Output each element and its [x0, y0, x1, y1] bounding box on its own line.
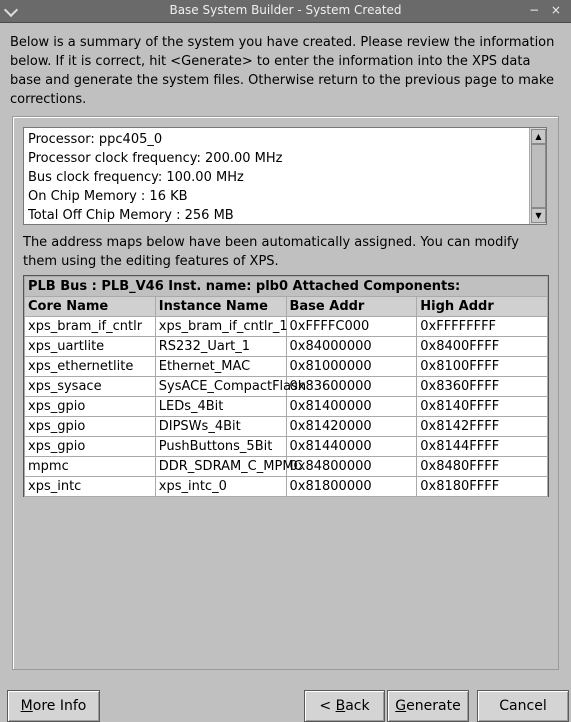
table-row[interactable] — [25, 417, 548, 437]
table-cell — [155, 457, 303, 477]
cell-text: 0x81400000 — [289, 399, 372, 414]
cell-text: xps_intc_0 — [158, 479, 227, 494]
table-row[interactable] — [25, 437, 548, 457]
table-cell — [25, 377, 156, 397]
table-cell — [286, 357, 417, 377]
table-cell — [417, 457, 548, 477]
table-cell — [286, 397, 417, 417]
cell-text: 0x8142FFFF — [420, 419, 500, 434]
column-header-high: High Addr — [417, 297, 548, 317]
cell-text: DDR_SDRAM_C_MPMC — [158, 459, 303, 474]
cell-text: DIPSWs_4Bit — [158, 419, 241, 434]
cell-text: LEDs_4Bit — [158, 399, 224, 414]
table-row[interactable] — [25, 357, 548, 377]
cell-text: 0x8144FFFF — [420, 439, 500, 454]
scroll-down-icon[interactable]: ▼ — [531, 208, 546, 223]
cell-text: 0x8360FFFF — [420, 379, 500, 394]
cell-text: PushButtons_5Bit — [158, 439, 273, 454]
address-map-table — [23, 275, 549, 497]
summary-line: Processor: ppc405_0 — [28, 132, 163, 147]
window-title: Base System Builder - System Created — [169, 3, 402, 17]
button-label: enerate — [406, 698, 461, 714]
table-cell — [25, 477, 156, 497]
cell-text: xps_ethernetlite — [28, 359, 134, 374]
table-cell — [417, 477, 548, 497]
table-cell — [155, 437, 286, 457]
cancel-button[interactable] — [477, 690, 569, 722]
cell-text: SysACE_CompactFlash — [158, 379, 307, 394]
table-row[interactable] — [25, 337, 548, 357]
mnemonic: B — [335, 698, 346, 714]
table-cell — [417, 417, 548, 437]
table-cell — [286, 477, 417, 497]
column-header-base: Base Addr — [286, 297, 417, 317]
cell-text: 0x81420000 — [289, 419, 372, 434]
table-row[interactable] — [25, 317, 548, 337]
cell-text: xps_sysace — [28, 379, 102, 394]
summary-line: Bus clock frequency: 100.00 MHz — [28, 170, 244, 185]
cell-text: mpmc — [28, 459, 69, 474]
table-cell — [155, 477, 286, 497]
table-cell — [417, 377, 548, 397]
scroll-up-icon[interactable]: ▲ — [531, 129, 546, 144]
column-header-core: Core Name — [25, 297, 156, 317]
table-row[interactable] — [25, 477, 548, 497]
cell-text: 0x81440000 — [289, 439, 372, 454]
summary-lines — [28, 130, 282, 225]
window-controls[interactable]: − × — [529, 3, 565, 17]
table-cell — [417, 437, 548, 457]
table-cell — [25, 417, 156, 437]
summary-line: Total Off Chip Memory : 256 MB — [28, 208, 234, 223]
cell-text: xps_bram_if_cntlr — [28, 319, 143, 334]
cell-text: xps_intc — [28, 479, 82, 494]
cell-text: 0x8140FFFF — [420, 399, 500, 414]
table-cell — [25, 437, 156, 457]
table-cell — [155, 357, 286, 377]
table-cell — [155, 397, 286, 417]
table-cell — [417, 397, 548, 417]
cell-text: 0xFFFFC000 — [289, 319, 370, 334]
cell-text: 0x8180FFFF — [420, 479, 500, 494]
intro-text: Below is a summary of the system you have created. Please review the information below. If it is correct, hit <Generate> to enter the information into the XPS data base and generate the system files. Otherwise return to the previous page to make corrections. — [10, 35, 555, 107]
table-cell — [286, 437, 417, 457]
cell-text: xps_bram_if_cntlr_1 — [158, 319, 288, 334]
bus-header: PLB Bus : PLB_V46 Inst. name: plb0 Attached Components: — [25, 277, 548, 297]
mnemonic: G — [395, 698, 407, 714]
cell-text: xps_gpio — [28, 399, 86, 414]
cell-text: 0x81800000 — [289, 479, 372, 494]
button-label: ack — [345, 698, 370, 714]
table-cell — [155, 317, 286, 337]
generate-button[interactable] — [387, 690, 469, 722]
table-cell — [286, 337, 417, 357]
summary-scrollbar[interactable] — [529, 128, 546, 224]
address-map-note: The address maps below have been automatically assigned. You can modify them using the editing features of XPS. — [23, 235, 519, 269]
table-cell — [25, 357, 156, 377]
content-panel — [12, 116, 559, 670]
mnemonic: M — [20, 698, 33, 714]
table-cell — [286, 317, 417, 337]
summary-line: Processor clock frequency: 200.00 MHz — [28, 151, 283, 166]
cell-text: RS232_Uart_1 — [158, 339, 251, 354]
cell-text: xps_uartlite — [28, 339, 105, 354]
table-cell — [25, 337, 156, 357]
cell-text: 0x83600000 — [289, 379, 372, 394]
table-cell — [155, 337, 286, 357]
cell-text: 0x8480FFFF — [420, 459, 500, 474]
button-label: ore Info — [32, 698, 87, 714]
table-cell — [286, 457, 417, 477]
cell-text: 0xFFFFFFFF — [420, 319, 497, 334]
table-row[interactable] — [25, 457, 548, 477]
cell-text: 0x84000000 — [289, 339, 372, 354]
cell-text: xps_gpio — [28, 439, 86, 454]
cell-text: Ethernet_MAC — [158, 359, 251, 374]
table-cell — [417, 357, 548, 377]
table-row[interactable] — [25, 397, 548, 417]
column-header-instance: Instance Name — [155, 297, 286, 317]
cell-text: xps_gpio — [28, 419, 86, 434]
title-bar — [0, 0, 571, 23]
scroll-thumb[interactable] — [531, 144, 546, 208]
table-cell — [155, 377, 307, 397]
table-row[interactable] — [25, 377, 548, 397]
table-cell — [417, 317, 548, 337]
cell-text: 0x84800000 — [289, 459, 372, 474]
button-label: < — [319, 698, 336, 714]
cell-text: 0x8400FFFF — [420, 339, 500, 354]
table-cell — [25, 457, 156, 477]
table-cell — [286, 417, 417, 437]
table-cell — [25, 317, 156, 337]
summary-line: On Chip Memory : 16 KB — [28, 189, 188, 204]
table-cell — [286, 377, 417, 397]
back-button[interactable] — [304, 690, 385, 722]
table-cell — [155, 417, 286, 437]
table-cell — [417, 337, 548, 357]
cell-text: 0x8100FFFF — [420, 359, 500, 374]
more-info-button[interactable] — [7, 690, 100, 722]
table-cell — [25, 397, 156, 417]
system-summary-box — [23, 127, 547, 225]
button-label: Cancel — [499, 698, 547, 714]
cell-text: 0x81000000 — [289, 359, 372, 374]
